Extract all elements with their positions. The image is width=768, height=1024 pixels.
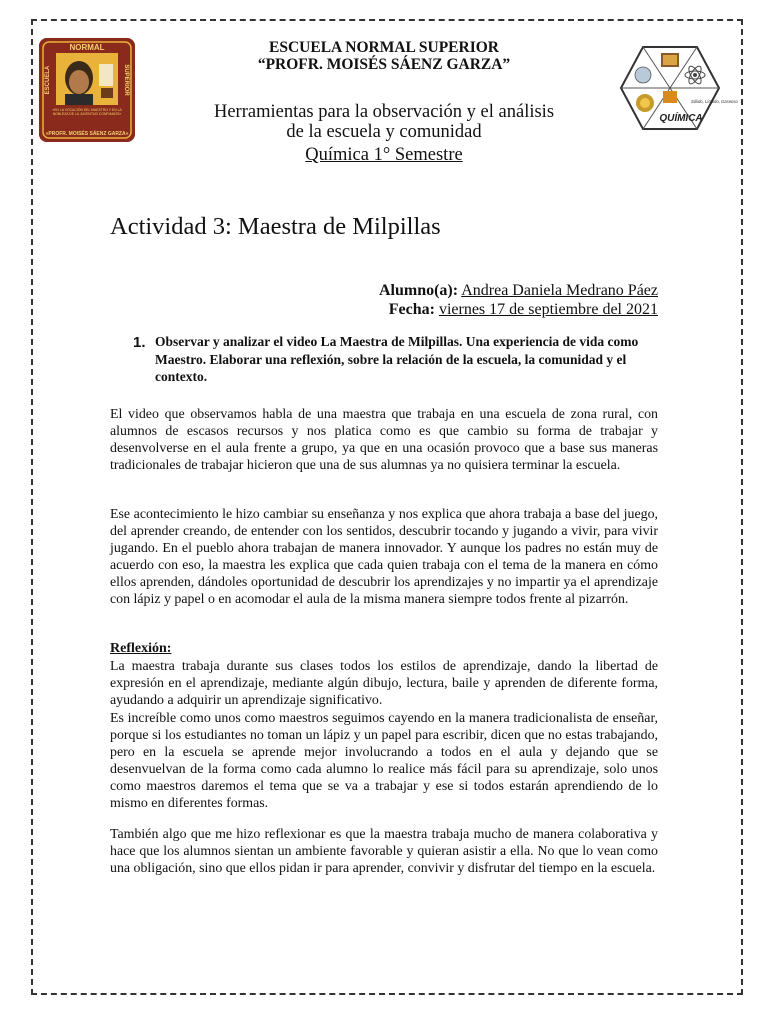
logo-left-text: ESCUELA (45, 65, 51, 95)
chemistry-small-text: Sólido, Líquido, Gaseoso (691, 99, 738, 104)
logo-right-text: SUPERIOR (123, 64, 129, 96)
reflection-heading: Reflexión: (110, 641, 172, 656)
subtitle-line2: de la escuela y comunidad (286, 122, 482, 142)
logo-motto: «EN LA VOCACIÓN DEL MAESTRO Y EN LA NOBLEZA DE LA JUVENTUD CONFIAMOS» (52, 108, 122, 116)
student-label: Alumno(a): (378, 282, 459, 299)
school-name-line2: “PROFR. MOISÉS SÁENZ GARZA” (257, 56, 511, 73)
reflection-paragraph-3: También algo que me hizo reflexionar es que la maestra trabaja mucho de manera colaborativa y hace que los alumnos sientan un ambiente favorable y quieran asistir a ella. No que lo vean como una obligación, sino que ellos pidan ir para aprender, convivir y disfrutar del tiempo en la escuela. (110, 827, 658, 877)
date-line (389, 300, 658, 319)
task-instructions: Observar y analizar el video La Maestra de Milpillas. Una experiencia de vida como Maestro. Elaborar una reflexión, sobre la relación de la escuela, la comunidad y el contexto. (155, 334, 639, 384)
reflection-paragraph-1: La maestra trabaja durante sus clases todos los estilos de aprendizaje, dando la libertad de expresión en el aprendizaje, mediante algún dibujo, lectura, baile y aprenden de diferente forma, ayudando a adquirir un aprendizaje significativo. (110, 659, 658, 709)
document-title: Actividad 3: Maestra de Milpillas (110, 213, 441, 240)
student-name: Andrea Daniela Medrano Páez (461, 282, 658, 299)
date-value: viernes 17 de septiembre del 2021 (438, 301, 658, 318)
subtitle-line1: Herramientas para la observación y el análisis (213, 102, 555, 122)
paragraph-1: El video que observamos habla de una maestra que trabaja en una escuela de zona rural, con alumnos de escasos recursos y nos platica como es que cambio su forma de trabajar y desenvolverse en el aula frente a grupo, ya que en una ocasión provoco que a base sus maneras tradicionales de trabajar hicieron que una de sus alumnas ya no quisiera terminar la escuela. (110, 407, 658, 474)
paragraph-2: Ese acontecimiento le hizo cambiar su enseñanza y nos explica que ahora trabaja a base del juego, del aprender creando, de entender con los sentidos, descubrir tocando y jugando a vivir, para vivir jugando. En el pueblo ahora trabajan de manera innovador. Y aunque los padres no están muy de acuerdo con eso, la maestra les explica que cada quien trabaja con el tema de la manera en cómo ellos aprenden, dándoles oportunidad de descubrir los aprendizajes y no impartir ya el aprendizaje con lápiz y papel o en acomodar el aula de la misma manera siempre todos frente al pizarrón. (110, 507, 658, 608)
course-label: Química 1° Semestre (305, 145, 463, 165)
task-number: 1. (133, 334, 146, 351)
date-label: Fecha: (388, 301, 435, 318)
school-name-line1: ESCUELA NORMAL SUPERIOR (269, 39, 499, 56)
student-line (379, 281, 658, 300)
logo-bottom-text: «PROFR. MOISÉS SÁENZ GARZA» (45, 131, 129, 137)
chemistry-label: QUÍMICA (659, 113, 703, 124)
reflection-paragraph-2: Es increíble como unos como maestros seguimos cayendo en la manera tradicionalista de enseñar, porque si los estudiantes no toman un lápiz y un papel para escribir, dicen que no estas trabajando, pero en la escuela se aprende mejor involucrando a todos en el aula y dejando que se desenvuelvan de la forma como cada alumno lo realice más fácil para su aprendizaje, solo unos como maestros daremos el tema que se va a trabajar y ese si todos estarán aprendiendo de lo mismo en diferentes formas. (110, 711, 658, 812)
logo-top-text: NORMAL (69, 43, 105, 52)
course-name (0, 145, 768, 165)
